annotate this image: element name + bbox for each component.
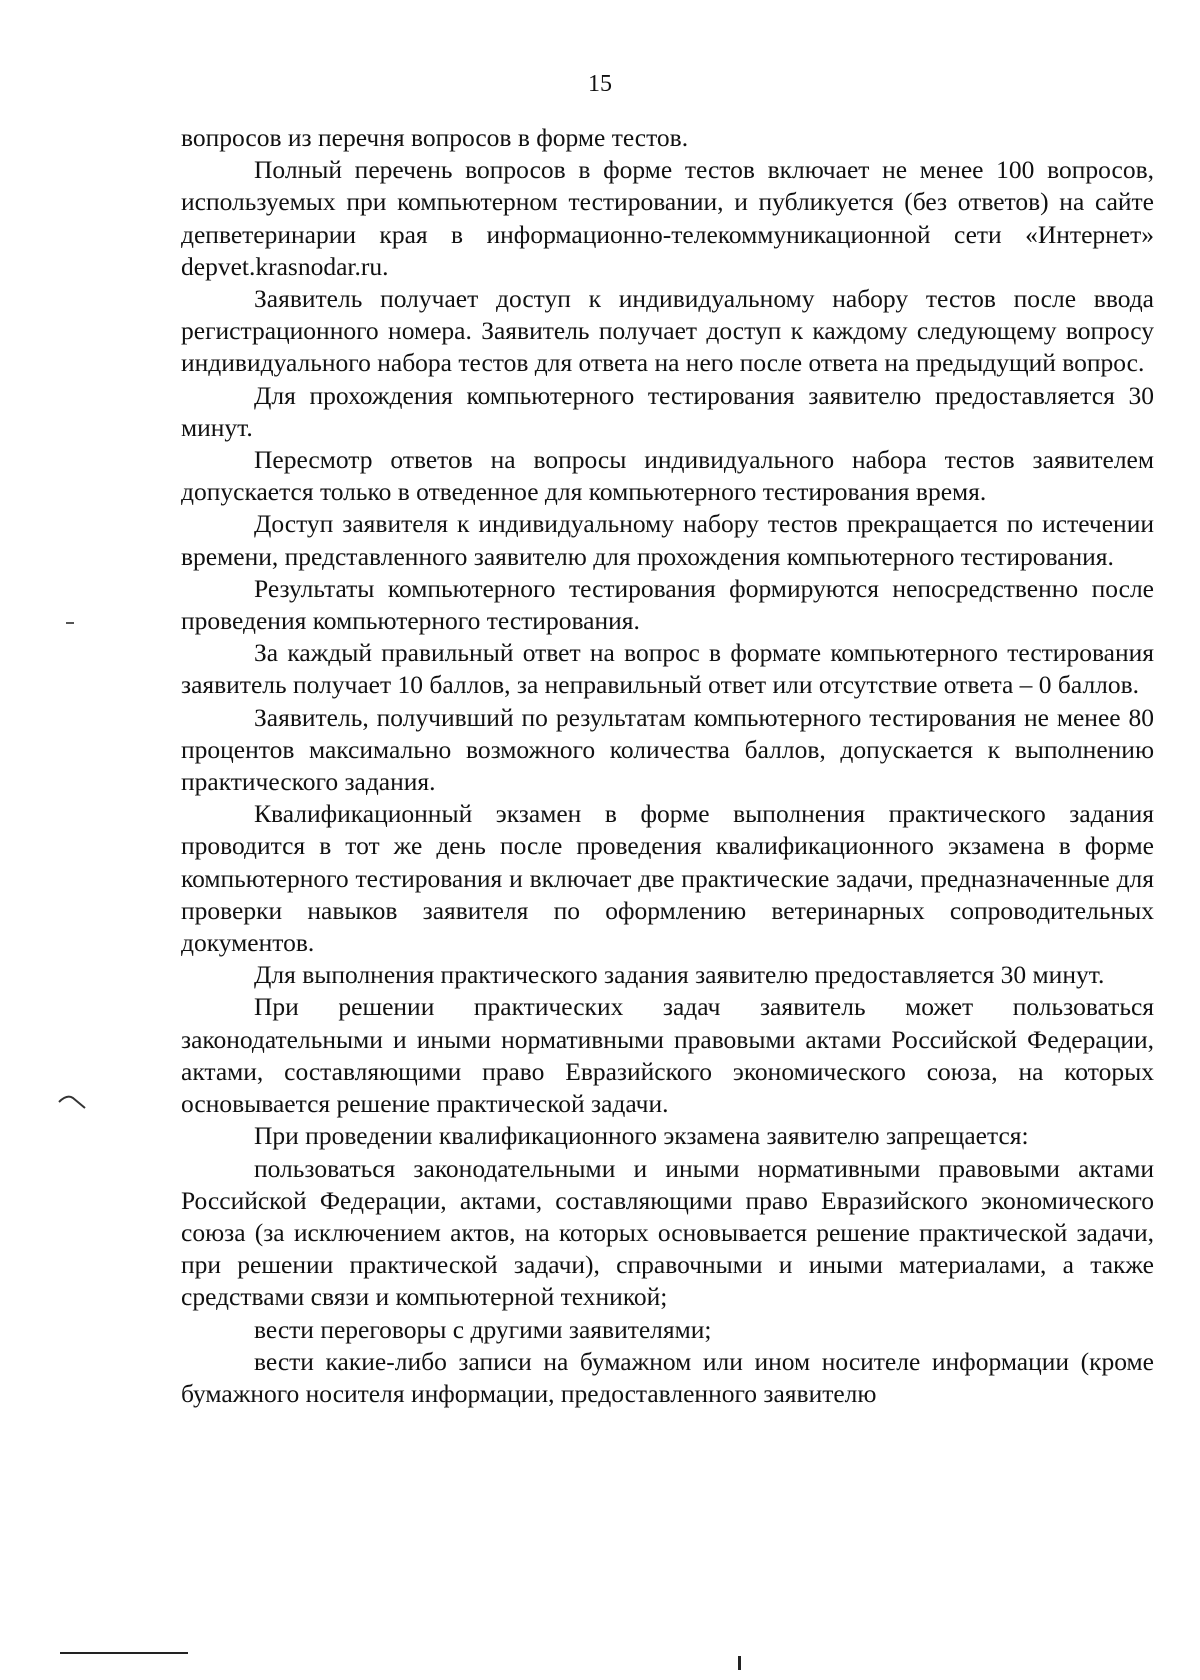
- paragraph: вести переговоры с другими заявителями;: [254, 1314, 712, 1344]
- document-body: [181, 122, 1154, 1410]
- paragraph: пользоваться законодательными и иными нормативными правовыми актами Российской Федерации, актами, составляющими право Евразийского экономического союза (за исключением актов, на которых основывается решение практической задачи, при решении практической задачи), справочными и иными материалами, а также средствами связи и компьютерной техникой;: [181, 1153, 1154, 1312]
- margin-dash-mark: [66, 622, 74, 624]
- paragraph: Доступ заявителя к индивидуальному набору тестов прекращается по истечении времени, представленного заявителю для прохождения компьютерного тестирования.: [181, 509, 1154, 571]
- paragraph: Для прохождения компьютерного тестирования заявителю предоставляется 30 минут.: [181, 380, 1154, 442]
- paragraph: Полный перечень вопросов в форме тестов включает не менее 100 вопросов, используемых при компьютерном тестировании, и публикуется (без ответов) на сайте депветеринарии края в информационно-телекоммуникационной сети «Интернет» depvet.krasnodar.ru.: [181, 155, 1154, 281]
- paragraph: Заявитель, получивший по результатам компьютерного тестирования не менее 80 процентов максимально возможного количества баллов, допускается к выполнению практического задания.: [181, 702, 1154, 797]
- paragraph: Заявитель получает доступ к индивидуальному набору тестов после ввода регистрационного номера. Заявитель получает доступ к каждому следующему вопросу индивидуального набора тестов для ответа на него после ответа на предыдущий вопрос.: [181, 284, 1154, 378]
- footer-tick-mark: [738, 1656, 741, 1670]
- paragraph: При решении практических задач заявитель может пользоваться законодательными и иными нормативными правовыми актами Российской Федерации, актами, составляющими право Евразийского экономического союза, на которых основывается решение практической задачи.: [181, 992, 1154, 1119]
- margin-hook-mark: [57, 1092, 87, 1112]
- paragraph: вести какие-либо записи на бумажном или ином носителе информации (кроме бумажного носителя информации, предоставленного заявителю: [181, 1346, 1154, 1408]
- paragraph: За каждый правильный ответ на вопрос в формате компьютерного тестирования заявитель получает 10 баллов, за неправильный ответ или отсутствие ответа – 0 баллов.: [181, 638, 1154, 700]
- paragraph: вопросов из перечня вопросов в форме тестов.: [181, 123, 689, 152]
- paragraph: Пересмотр ответов на вопросы индивидуального набора тестов заявителем допускается только в отведенное для компьютерного тестирования время.: [181, 445, 1154, 507]
- paragraph: Для выполнения практического задания заявителю предоставляется 30 минут.: [254, 960, 1105, 990]
- page-number: 15: [588, 71, 612, 97]
- paragraph: Квалификационный экзамен в форме выполнения практического задания проводится в тот же день после проведения квалификационного экзамена в форме компьютерного тестирования и включает две практические задачи, предназначенные для проверки навыков заявителя по оформлению ветеринарных сопроводительных документов.: [181, 799, 1154, 958]
- footer-rule: [60, 1652, 188, 1654]
- paragraph: Результаты компьютерного тестирования формируются непосредственно после проведения компьютерного тестирования.: [181, 573, 1154, 636]
- paragraph: При проведении квалификационного экзамена заявителю запрещается:: [254, 1121, 1029, 1151]
